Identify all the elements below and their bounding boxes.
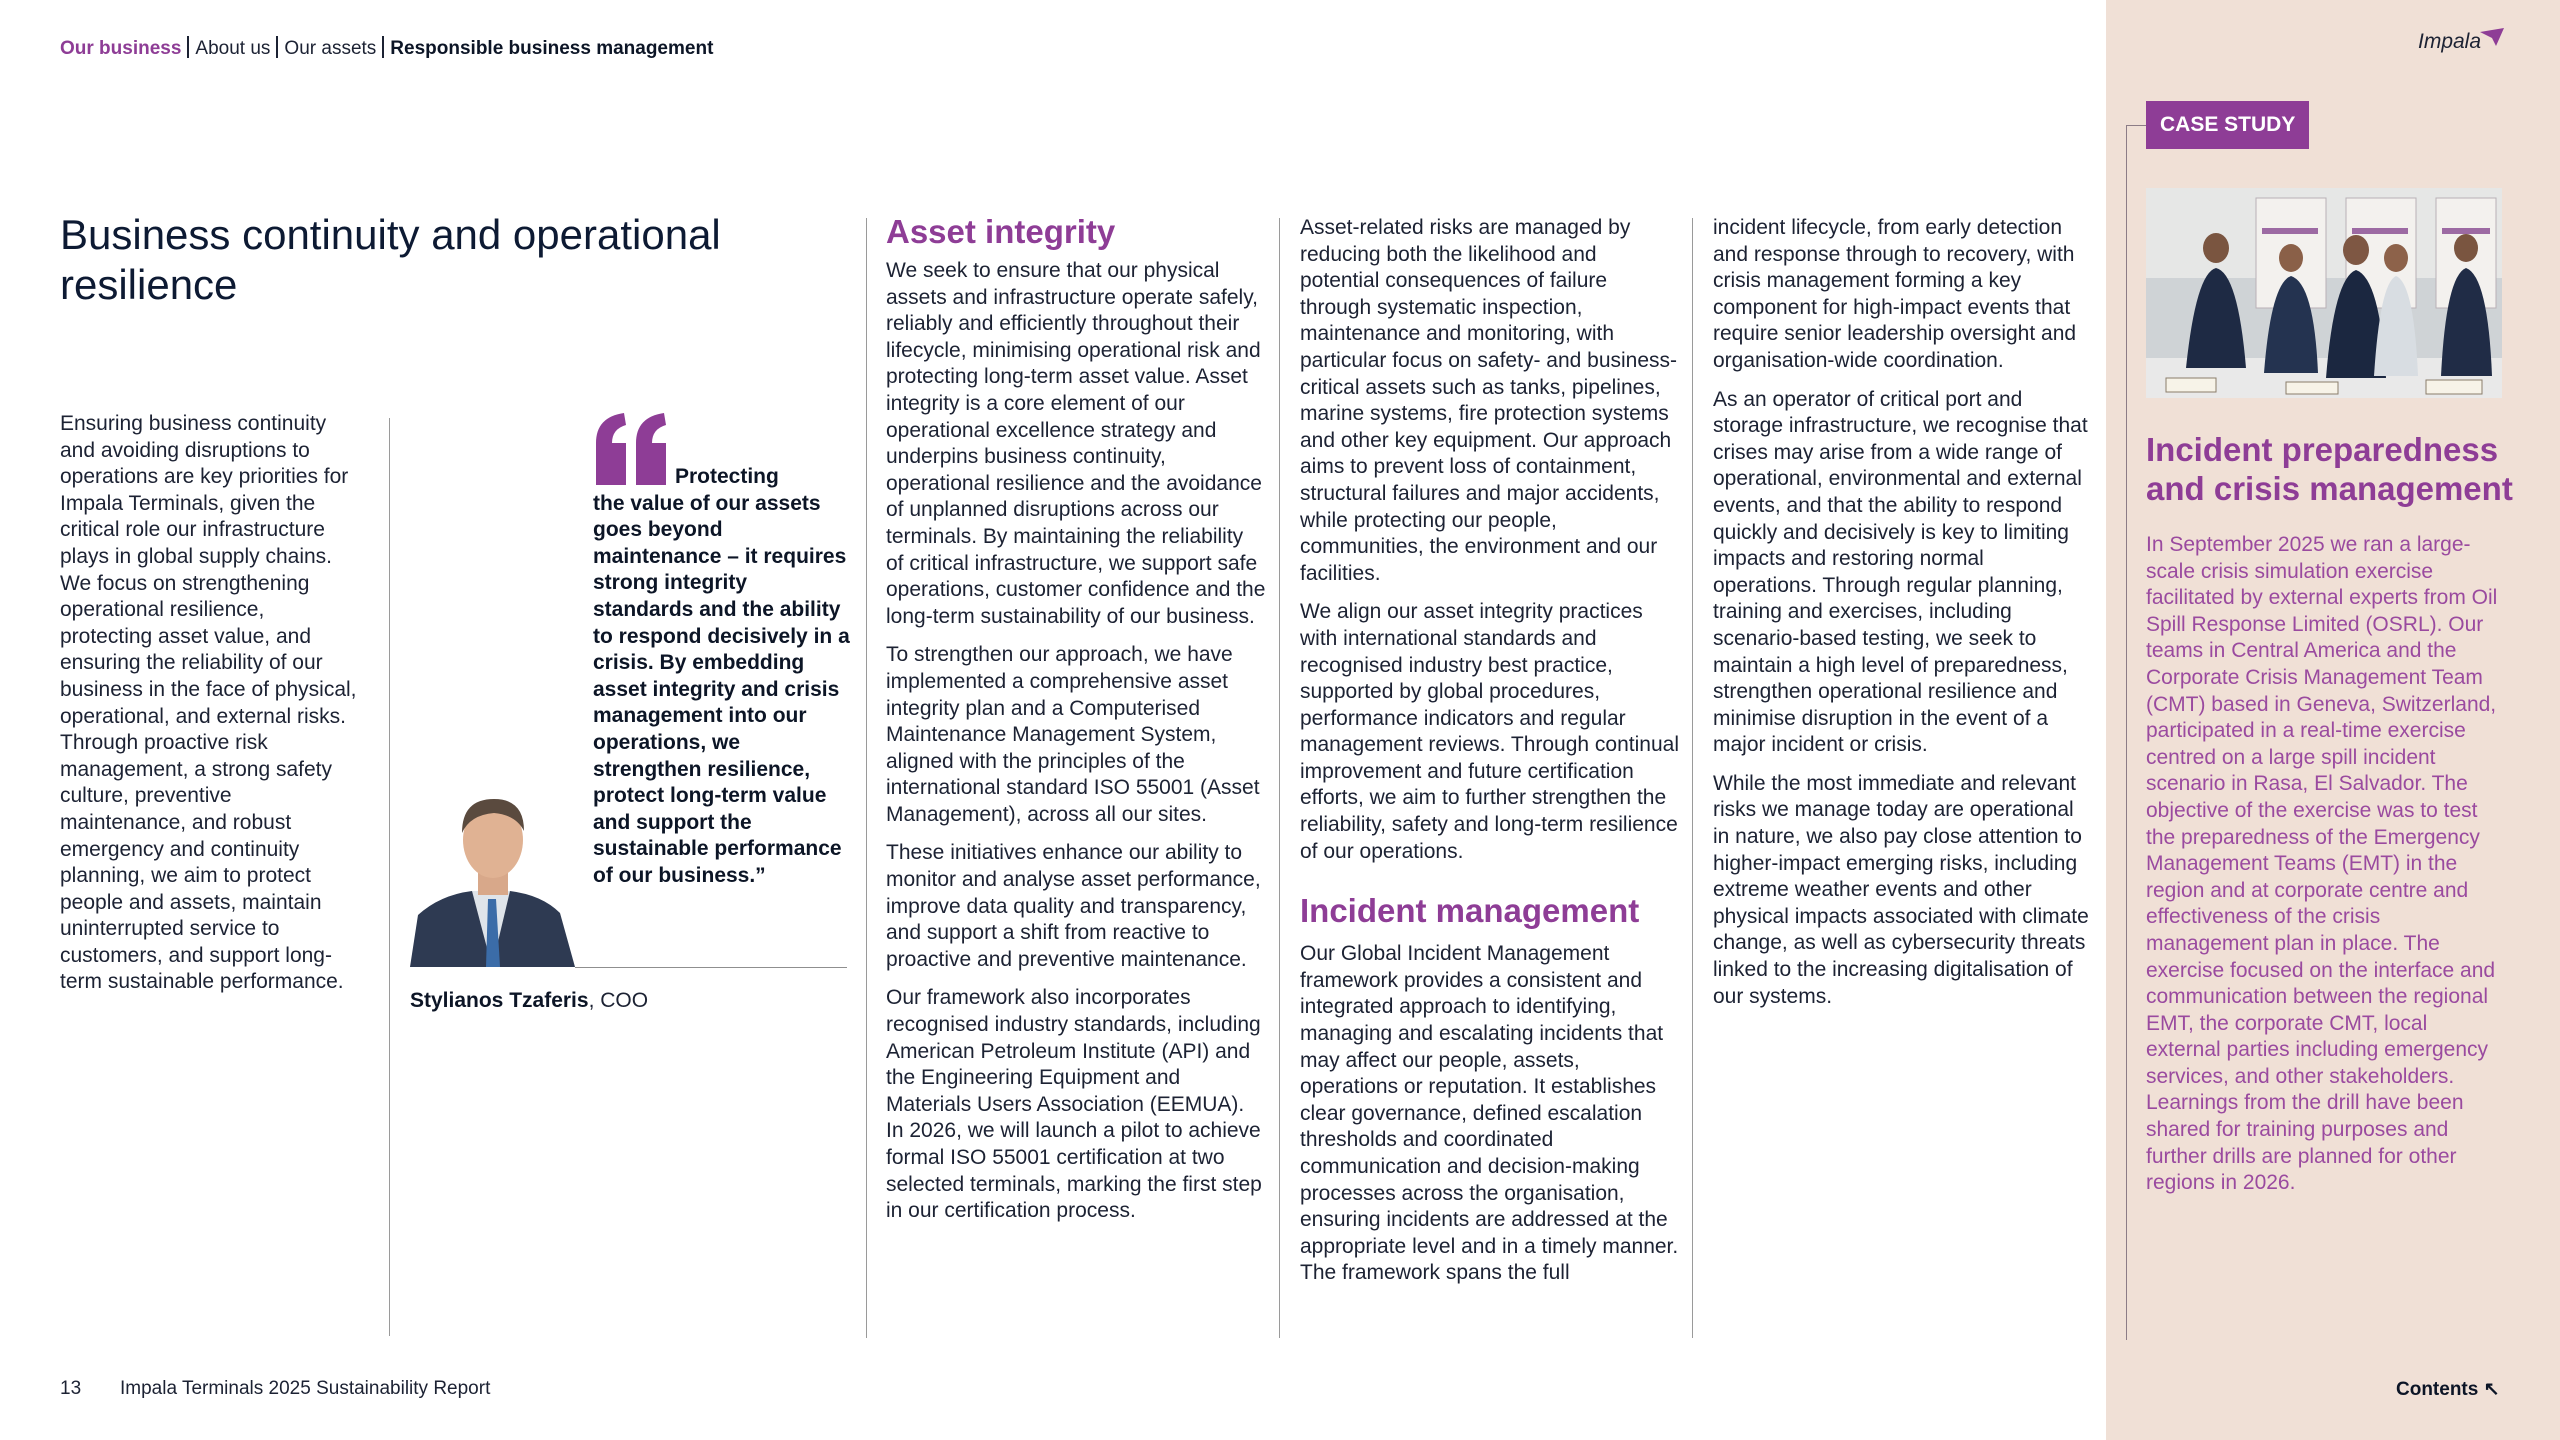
impala-logo[interactable] bbox=[2418, 30, 2481, 54]
asset-integrity-section bbox=[886, 212, 1266, 1237]
case-study-body: In September 2025 we ran a large-scale crisis simulation exercise facilitated by external experts from Oil Spill Response Limited (OSRL). Our teams in Central America and the Corporate Crisis Management Team (CMT) based in Geneva, Switzerland, participated in a real-time exercise centred on a large spill incident scenario in Rasa, El Salvador. The objective of the exercise was to test the preparedness of the Emergency Management Teams (EMT) in the region and at corporate centre and effectiveness of the crisis management plan in place. The exercise focused on the interface and communication between the regional EMT, the corporate CMT, local external parties including emergency services, and other stakeholders. Learnings from the drill have been shared for training purposes and further drills are planned for other regions in 2026. bbox=[2146, 533, 2498, 1195]
paragraph: We align our asset integrity practices with international standards and recognised industry best practice, supported by global procedures, performance indicators and regular management reviews. Through continual improvement and future certification efforts, we aim to further strengthen the reliability, safety and long-term resilience of our operations. bbox=[1300, 600, 1679, 863]
paragraph: Our framework also incorporates recognised industry standards, including American Petroleum Institute (API) and the Engineering Equipment and Materials Users Association (EEMUA). In 2026, we will launch a pilot to achieve formal ISO 55001 certification at two selected terminals, marking the first step in our certification process. bbox=[886, 986, 1262, 1223]
column-divider bbox=[866, 218, 867, 1338]
asset-risk-section bbox=[1300, 215, 1680, 1299]
contents-link[interactable]: Contents ↖ bbox=[2396, 1379, 2500, 1400]
intro-text: Ensuring business continuity and avoiding disruptions to operations are key priorities for Impala Terminals, given the critical role our infrastructure plays in global supply chains. We focus on strengthening operational resilience, protecting asset value, and ensuring the reliability of our business in the face of physical, operational, and external risks. Through proactive risk management, a strong safety culture, preventive maintenance, and robust emergency and continuity planning, we aim to protect people and assets, maintain uninterrupted service to customers, and support long-term sustainable performance. bbox=[60, 412, 357, 994]
page-title: Business continuity and operational resilience bbox=[60, 211, 721, 308]
logo-arrow-icon bbox=[2480, 28, 2504, 48]
paragraph: Asset-related risks are managed by reducing both the likelihood and potential consequences of failure through systematic inspection, maintenance and monitoring, with particular focus on safety- and business-critical assets such as tanks, pipelines, marine systems, fire protection systems and other key equipment. Our approach aims to prevent loss of containment, structural failures and major accidents, while protecting our people, communities, the environment and our facilities. bbox=[1300, 216, 1678, 585]
quote-body: the value of our assets goes beyond maintenance – it requires strong integrity standards and the ability to respond decisively in a crisis. By embedding asset integrity and crisis management into our operations, we strengthen resilience, protect long-term value and support the sustainable performance of our business.” bbox=[593, 491, 850, 887]
paragraph: Our Global Incident Management framework provides a consistent and integrated approach to identifying, managing and escalating incidents that may affect our people, assets, operations or reputation. It establishes clear governance, defined escalation thresholds and coordinated communication and decision-making processes across the organisation, ensuring incidents are addressed at the appropriate level and in a timely manner. The framework spans the full bbox=[1300, 942, 1679, 1285]
crisis-exercise-photo bbox=[2146, 188, 2502, 398]
paragraph: We seek to ensure that our physical assets and infrastructure operate safely, reliably and efficiently throughout their lifecycle, minimising operational risk and protecting long-term asset value. Asset integrity is a core element of our operational excellence strategy and underpins business continuity, operational resilience and the avoidance of unplanned disruptions across our terminals. By maintaining the reliability of critical infrastructure, we support safe operations, customer confidence and the long-term sustainability of our business. bbox=[886, 259, 1266, 628]
coo-portrait bbox=[410, 795, 575, 967]
nav-our-assets[interactable]: Our assets bbox=[284, 38, 377, 59]
nav-about-us[interactable]: About us bbox=[195, 38, 271, 59]
logo-text: Impala bbox=[2418, 30, 2482, 53]
breadcrumb bbox=[60, 36, 713, 61]
nav-responsible-business-management[interactable]: Responsible business management bbox=[390, 38, 714, 59]
paragraph: To strengthen our approach, we have implemented a comprehensive asset integrity plan and a Computerised Maintenance Management System, aligned with the principles of the international standard ISO 55001 (Asset Management), across all our sites. bbox=[886, 643, 1260, 826]
case-study-title: Incident preparedness and crisis management bbox=[2146, 431, 2513, 507]
paragraph: While the most immediate and relevant risks we manage today are operational in nature, we also pay close attention to higher-impact emerging risks, including extreme weather events and other physical impacts associated with climate change, as well as cybersecurity threats linked to the increasing digitalisation of our systems. bbox=[1713, 771, 2089, 1008]
asset-integrity-heading: Asset integrity bbox=[886, 213, 1116, 250]
nav-separator bbox=[276, 36, 278, 58]
pull-quote bbox=[593, 464, 853, 890]
nav-separator bbox=[382, 36, 384, 58]
quote-author-role: , COO bbox=[588, 989, 649, 1012]
paragraph: These initiatives enhance our ability to monitor and analyse asset performance, improve data quality and transparency, and support a shift from reactive to proactive and preventive maintenance. bbox=[886, 841, 1261, 971]
nav-separator bbox=[187, 36, 189, 58]
case-study-badge: CASE STUDY bbox=[2146, 101, 2309, 149]
quote-author-name: Stylianos Tzaferis bbox=[410, 989, 589, 1012]
column-divider bbox=[1279, 218, 1280, 1338]
panel-rule bbox=[2126, 125, 2146, 126]
incident-management-heading: Incident management bbox=[1300, 892, 1640, 930]
column-divider bbox=[389, 418, 390, 1336]
nav-our-business[interactable]: Our business bbox=[60, 38, 182, 59]
quote-rule bbox=[575, 967, 847, 968]
paragraph: incident lifecycle, from early detection and response through to recovery, with crisis management forming a key component for high-impact events that require senior leadership oversight and organisation-wide coordination. bbox=[1713, 216, 2077, 372]
quote-attribution bbox=[410, 988, 648, 1014]
quote-first-word: Protecting bbox=[675, 465, 779, 488]
panel-rule bbox=[2126, 125, 2127, 1340]
column-divider bbox=[1692, 218, 1693, 1338]
paragraph: As an operator of critical port and storage infrastructure, we recognise that crises may arise from a wide range of operational, environmental and external events, and that the ability to respond quickly and decisively is key to limiting impacts and restoring normal operations. Through regular planning, training and exercises, including scenario-based testing, we seek to maintain a high level of preparedness, strengthen operational resilience and minimise disruption in the event of a major incident or crisis. bbox=[1713, 387, 2088, 757]
page-number: 13 bbox=[60, 1378, 82, 1399]
crisis-section bbox=[1713, 215, 2093, 1022]
report-title: Impala Terminals 2025 Sustainability Report bbox=[120, 1378, 491, 1399]
